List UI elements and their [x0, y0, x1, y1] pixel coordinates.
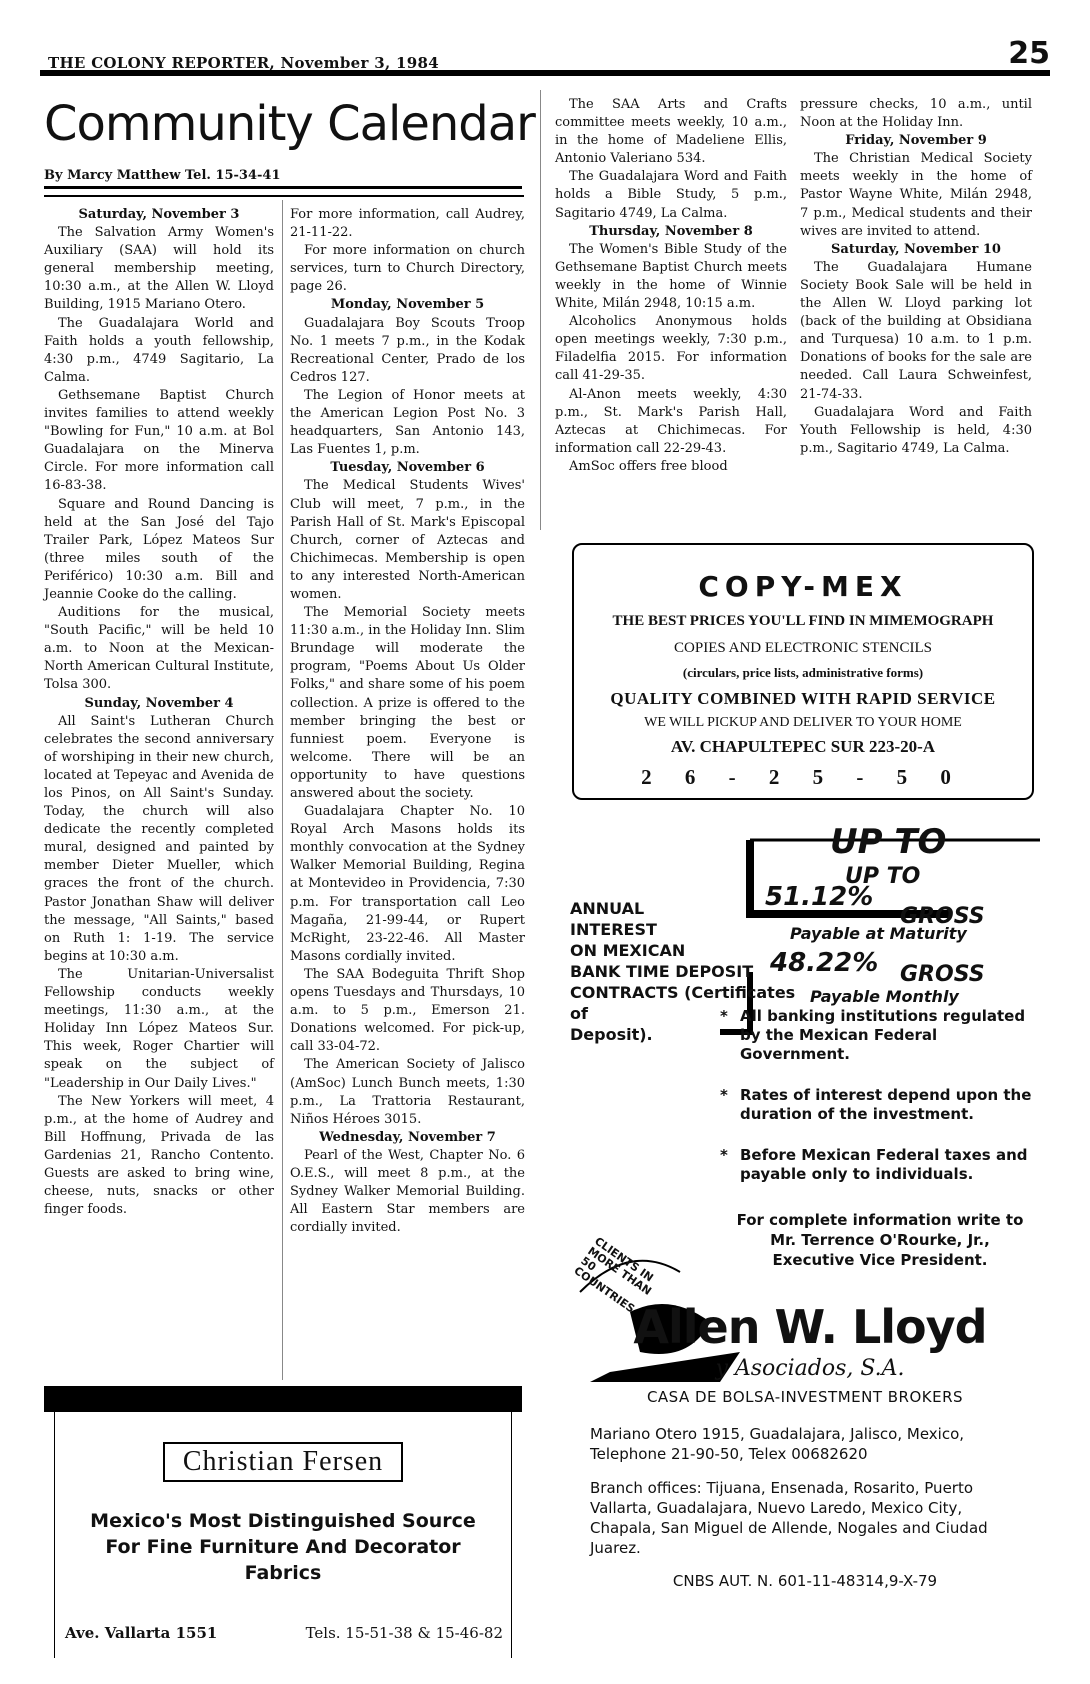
- listing: Auditions for the musical, "South Pacific," will be held 10 a.m. to Noon at the Mexican-North American Cultural Institute, Tolsa 300.: [44, 605, 274, 693]
- listing: The New Yorkers will meet, 4 p.m., at the home of Audrey and Bill Hoffnung, Privada de las Gardenias 21, Rancho Contento. Guests are asked to bring wine, cheese, nuts, snacks or other finger foods.: [44, 1093, 274, 1218]
- copymex-title: COPY-MEX: [698, 570, 908, 603]
- fersen-tagline: Mexico's Most Distinguished Source For Fine Furniture And Decorator Fabrics: [90, 1510, 476, 1584]
- listing: Pearl of the West, Chapter No. 6 O.E.S., will meet 8 p.m., at the Sydney Walker Memorial Building. All Eastern Star members are cordially invited.: [290, 1147, 525, 1236]
- listing: The SAA Bodeguita Thrift Shop opens Tuesdays and Thursdays, 10 a.m. to 5 p.m., Emerson 21. Donations welcomed. For pick-up, call 33-04-72.: [290, 966, 525, 1055]
- day-heading: Friday, November 9: [845, 133, 987, 149]
- calendar-column-2: [290, 206, 525, 1237]
- day-heading: Sunday, November 4: [84, 695, 234, 711]
- listing: The Unitarian-Universalist Fellowship conducts weekly meetings, 11:30 a.m., at the Holiday Inn López Mateos Sur. This week, Roger Chartier will speak on the subject of "Leadership in Our Daily Lives.": [44, 966, 274, 1091]
- copymex-line2: COPIES AND ELECTRONIC STENCILS: [674, 640, 932, 656]
- listing-continued: For more information, call Audrey, 21-11-22.: [290, 207, 525, 241]
- byline: By Marcy Matthew Tel. 15-34-41: [44, 168, 522, 189]
- listing: Gethsemane Baptist Church invites families to attend weekly "Bowling for Fun," 10 a.m. at Bol Guadalajara on the Minerva Circle. For more information call 16-83-38.: [44, 387, 274, 494]
- rule: [44, 195, 524, 197]
- branch-offices: Branch offices: Tijuana, Ensenada, Rosarito, Puerto Vallarta, Guadalajara, Nuevo Laredo, Mexico City, Chapala, San Miguel de Allende, Nogales and Ciudad Juarez.: [590, 1479, 988, 1557]
- copymex-line5: WE WILL PICKUP AND DELIVER TO YOUR HOME: [644, 715, 962, 730]
- listing: Guadalajara Word and Faith Youth Fellowship is held, 4:30 p.m., Sagitario 4749, La Calma.: [800, 404, 1032, 456]
- up-to-big: UP TO: [830, 822, 947, 862]
- payable-maturity: Payable at Maturity: [790, 924, 967, 943]
- fersen-address: Ave. Vallarta 1551: [65, 1624, 218, 1642]
- christian-fersen-ad: [44, 1386, 522, 1662]
- listing-continued: pressure checks, 10 a.m., until Noon at the Holiday Inn.: [800, 97, 1032, 131]
- cnbs: CNBS AUT. N. 601-11-48314,9-X-79: [672, 1572, 938, 1590]
- address: Mariano Otero 1915, Guadalajara, Jalisco, Mexico, Telephone 21-90-50, Telex 00682620: [590, 1425, 965, 1463]
- copymex-phone: 2 6 - 2 5 - 5 0: [641, 765, 965, 789]
- section-title: Community Calendar: [44, 96, 535, 152]
- casa-de-bolsa: CASA DE BOLSA-INVESTMENT BROKERS: [646, 1388, 964, 1406]
- masthead: [40, 36, 1050, 76]
- gross-label: GROSS: [900, 962, 985, 987]
- day-heading: Saturday, November 3: [78, 207, 240, 222]
- listing: Alcoholics Anonymous holds open meetings weekly, 7:30 p.m., Filadelfia 2015. For information call 41-29-35.: [555, 314, 787, 384]
- day-heading: Saturday, November 10: [831, 241, 1001, 257]
- listing: All Saint's Lutheran Church celebrates the second anniversary of worshiping in their new church, located at Tepeyac and Avenida de los Pinos, on All Saint's Sunday. Today, the church will also dedicate the recently completed mural, designed and painted by member Dieter Mueller, which graces the front of the church. Pastor Jonathan Shaw will deliver the message, "All Saints," based on Ruth 1: 1-19. The service begins at 10:30 a.m.: [44, 713, 274, 964]
- copymex-line4: QUALITY COMBINED WITH RAPID SERVICE: [610, 689, 996, 708]
- listing: Square and Round Dancing is held at the San José del Tajo Trailer Park, López Mateos Sur (three miles south of the Periférico) 10:30 a.m. Bill and Jeannie Cooke do the calling.: [44, 496, 274, 602]
- column-divider: [282, 200, 283, 1380]
- rate-maturity: 51.12%: [765, 882, 874, 912]
- copymex-address: AV. CHAPULTEPEC SUR 223-20-A: [670, 737, 936, 756]
- listing: The Memorial Society meets 11:30 a.m., in the Holiday Inn. Slim Brundage will moderate the program, "Poems About Us Older Folks," and share some of his poem collection. A prize is offered to the member bringing the best or funniest poem. Everyone is welcome. There will be an opportunity to have questions answered about the society.: [290, 605, 526, 801]
- calendar-column-1: [44, 206, 274, 1219]
- listing: The Legion of Honor meets at the American Legion Post No. 3 headquarters, San Antonio 143, Las Fuentes 1, p.m.: [290, 387, 525, 458]
- fersen-phones: Tels. 15-51-38 & 15-46-82: [305, 1624, 503, 1642]
- company-name: Allen W. Lloyd: [633, 1300, 987, 1354]
- ad-frame: [54, 1412, 512, 1658]
- copymex-line3: (circulars, price lists, administrative forms): [682, 665, 924, 680]
- listing: The Guadalajara World and Faith holds a youth fellowship, 4:30 p.m., 4749 Sagitario, La Calma.: [44, 315, 274, 385]
- copymex-line1: THE BEST PRICES YOU'LL FIND IN MIMEMOGRAPH: [612, 613, 994, 629]
- listing: For more information on church services, turn to Church Directory, page 26.: [290, 243, 525, 295]
- asociados: y Asociados, S.A.: [715, 1356, 905, 1381]
- payable-monthly: Payable Monthly: [810, 987, 959, 1006]
- fersen-name: Christian Fersen: [163, 1442, 403, 1482]
- day-heading: Thursday, November 8: [589, 223, 753, 239]
- allen-lloyd-ad: [570, 822, 1040, 1672]
- clients-badge: CLIENTS IN MORE THAN 50 COUNTRIES: [571, 1234, 656, 1316]
- listing: The SAA Arts and Crafts committee meets weekly, 10 a.m., in the home of Madeliene Ellis, Antonio Valeriano 534.: [555, 97, 787, 167]
- listing: AmSoc offers free blood: [569, 458, 728, 474]
- calendar-column-3: [555, 96, 787, 476]
- calendar-column-4: [800, 96, 1032, 458]
- annual-interest-text: ANNUAL INTEREST ON MEXICAN BANK TIME DEPOSIT CONTRACTS (Certificates of Deposit).: [570, 899, 796, 1044]
- column-divider: [540, 90, 541, 530]
- bullet-item: * All banking institutions regulated by the Mexican Federal Government.: [720, 1007, 1026, 1063]
- listing: The Salvation Army Women's Auxiliary (SAA) will hold its general membership meeting, 10:30 a.m., at the Allen W. Lloyd Building, 1915 Mariano Otero.: [44, 225, 274, 313]
- listing: The Women's Bible Study of the Gethsemane Baptist Church meets weekly in the home of Winnie White, Milán 2948, 10:15 a.m.: [555, 241, 787, 312]
- listing: The American Society of Jalisco (AmSoc) Lunch Bunch meets, 1:30 p.m., La Trattoria Restaurant, Niños Héroes 3015.: [290, 1057, 525, 1127]
- up-to: UP TO: [845, 864, 921, 889]
- copymex-ad: [572, 543, 1034, 800]
- listing: The Christian Medical Society meets weekly in the home of Pastor Wayne White, Milán 2948, 7 p.m., Medical students and their wives are invited to attend.: [800, 151, 1032, 239]
- day-heading: Tuesday, November 6: [330, 460, 485, 476]
- day-heading: Wednesday, November 7: [319, 1129, 496, 1145]
- listing: Guadalajara Chapter No. 10 Royal Arch Masons holds its monthly convocation at the Sydney Walker Memorial Building, Regina at Montevideo in Providencia, 7:30 p.m. For transportation call Leo Magaña, 21-99-44, or Rupert McRight, 23-22-46. All Master Masons cordially invited.: [290, 804, 525, 964]
- bullet-list: [720, 1007, 1038, 1184]
- day-heading: Monday, November 5: [330, 297, 485, 313]
- black-bar: [44, 1386, 522, 1412]
- rate-monthly: 48.22%: [770, 948, 879, 978]
- listing: The Guadalajara Humane Society Book Sale will be held in the Allen W. Lloyd parking lot (back of the building at Obsidiana and Turquesa) 10 a.m. to 1 p.m. Donations of books for the sale are needed. Call Laura Schweinfest, 21-74-33.: [800, 259, 1032, 402]
- listing: The Medical Students Wives' Club will meet, 7 p.m., in the Parish Hall of St. Mark's Episcopal Church, corner of Aztecas and Chichimecas. Membership is open to any interested North-American women.: [290, 478, 525, 602]
- page-number: 25: [1008, 36, 1050, 71]
- bullet-item: * Before Mexican Federal taxes and payable only to individuals.: [720, 1146, 1028, 1183]
- contact-text: For complete information write to Mr. Terrence O'Rourke, Jr., Executive Vice President.: [736, 1211, 1024, 1269]
- gross-label: GROSS: [900, 904, 985, 929]
- listing: Guadalajara Boy Scouts Troop No. 1 meets 7 p.m., in the Kodak Recreational Center, Prado de los Cedros 127.: [290, 315, 525, 385]
- listing: The Guadalajara Word and Faith holds a Bible Study, 5 p.m., Sagitario 4749, La Calma.: [555, 169, 787, 221]
- publication-line: THE COLONY REPORTER, November 3, 1984: [48, 54, 439, 72]
- bullet-item: * Rates of interest depend upon the duration of the investment.: [720, 1086, 1032, 1123]
- listing: Al-Anon meets weekly, 4:30 p.m., St. Mark's Parish Hall, Aztecas at Chichimecas. For information call 22-29-43.: [555, 386, 787, 456]
